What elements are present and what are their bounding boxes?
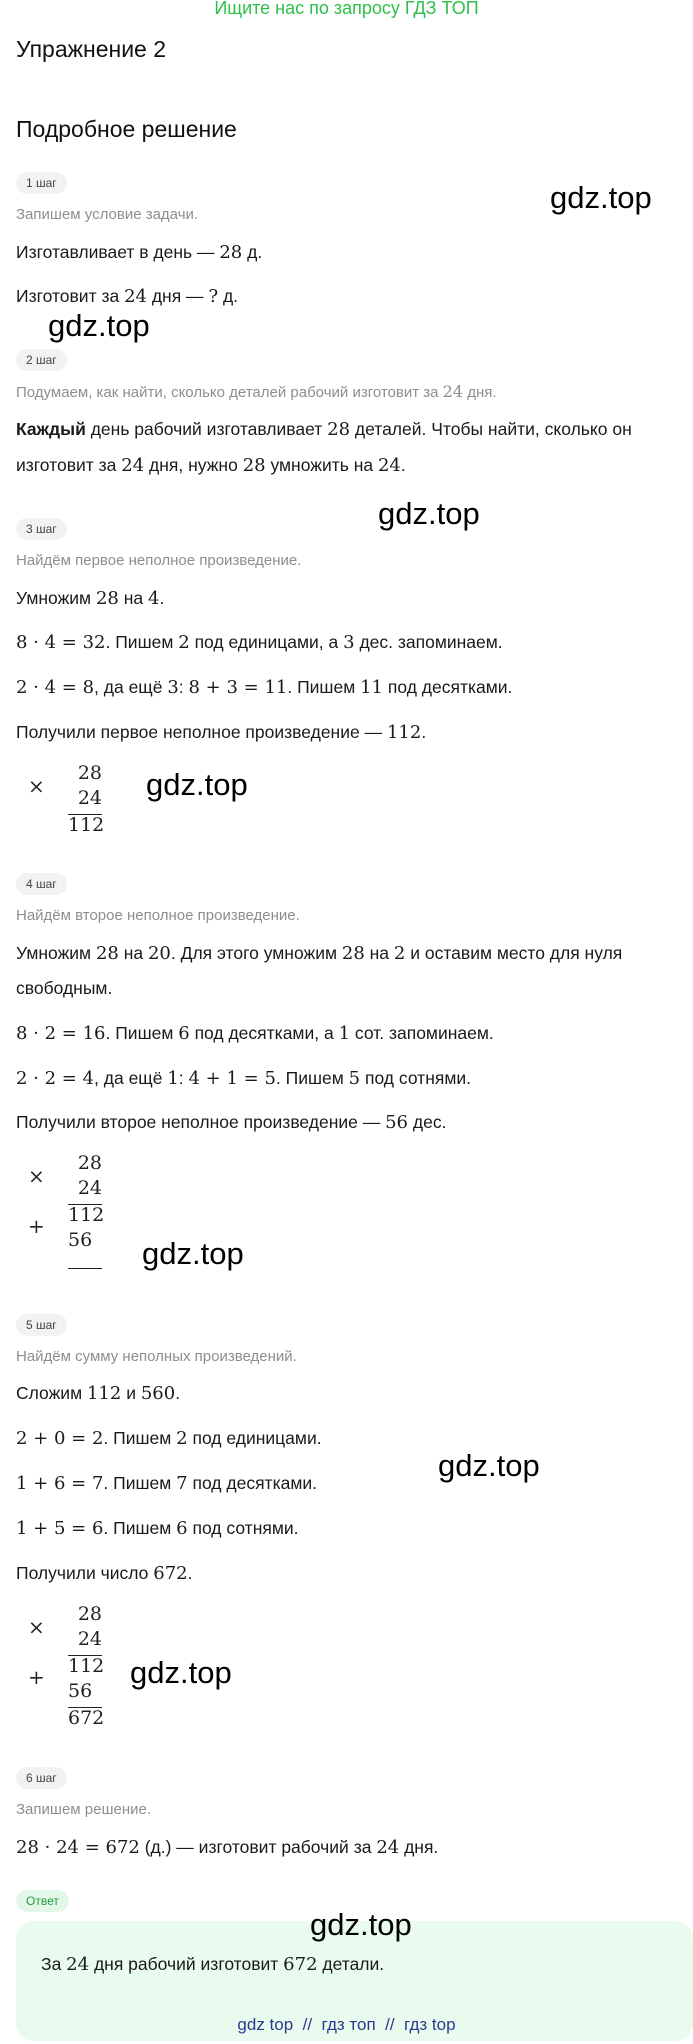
step-5-line-4: 1 + 5 = 6. Пишем 6 под сотнями. [16,1518,299,1539]
step-5-badge: 5 шаг [16,1314,67,1336]
column-row: 672 [68,1707,105,1729]
step-1-line-1: Изготавливает в день — 28 д. [16,242,263,263]
multiply-sign: × [28,1164,45,1188]
step-4-line-1b: свободным. [16,978,113,998]
column-multiplication-1 [28,762,108,842]
watermark: gdz.top [146,767,248,802]
column-multiplication-3 [28,1603,108,1733]
step-4-hint: Найдём второе неполное произведение. [16,907,300,924]
watermark: gdz.top [438,1448,540,1483]
step-5-line-5: Получили число 672. [16,1563,193,1584]
answer-text: За 24 дня рабочий изготовит 672 детали. [41,1954,385,1975]
plus-sign: + [28,1214,45,1238]
column-row: 112 [68,1655,105,1677]
footer-link[interactable]: gdz top [237,2015,294,2034]
step-6-line-1: 28 · 24 = 672 (д.) — изготовит рабочий за 24 дня. [16,1837,439,1858]
column-row: 24 [77,1628,102,1650]
step-4-line-1: Умножим 28 на 20. Для этого умножим 28 на 2 и оставим место для нуля [16,943,623,964]
watermark: gdz.top [48,308,150,343]
step-5-line-1: Сложим 112 и 560. [16,1383,181,1404]
step-3-line-2: 8 · 4 = 32. Пишем 2 под единицами, а 3 дес. запоминаем. [16,632,503,653]
column-row: 24 [77,787,102,809]
page-title: Упражнение 2 [16,36,167,62]
column-row: 28 [77,1603,102,1625]
column-row: 112 [68,814,105,836]
step-4-badge: 4 шаг [16,873,67,895]
step-3-badge: 3 шаг [16,518,67,540]
multiply-sign: × [28,1615,45,1639]
column-row: 56 [68,1229,93,1251]
watermark: gdz.top [378,496,480,531]
watermark: gdz.top [310,1907,412,1942]
footer-link[interactable]: гдз топ [321,2015,376,2034]
step-2-hint: Подумаем, как найти, сколько деталей рабочий изготовит за 24 дня. [16,382,497,401]
column-row: 28 [77,762,102,784]
column-row: 28 [77,1152,102,1174]
watermark: gdz.top [142,1236,244,1271]
footer-separator: // [302,2015,313,2034]
step-4-line-3: 2 · 2 = 4, да ещё 1: 4 + 1 = 5. Пишем 5 под сотнями. [16,1068,472,1089]
step-5-hint: Найдём сумму неполных произведений. [16,1348,297,1365]
step-6-hint: Запишем решение. [16,1801,151,1818]
step-1-hint: Запишем условие задачи. [16,206,199,223]
column-divider [68,1268,102,1269]
column-row: 56 [68,1680,93,1702]
top-search-link[interactable]: Ищите нас по запросу ГДЗ ТОП [214,0,479,18]
watermark: gdz.top [130,1655,232,1690]
step-2-badge: 2 шаг [16,349,67,371]
footer-link[interactable]: гдз top [404,2015,456,2034]
step-2-para-line-2: изготовит за 24 дня, нужно 28 умножить на 24. [16,455,406,476]
plus-sign: + [28,1665,45,1689]
step-3-line-1: Умножим 28 на 4. [16,588,165,609]
footer-links [0,2015,693,2035]
step-3-line-4: Получили первое неполное произведение — 112. [16,722,427,743]
step-4-line-4: Получили второе неполное произведение — 56 дес. [16,1112,447,1133]
step-1-badge: 1 шаг [16,172,67,194]
step-3-hint: Найдём первое неполное произведение. [16,552,302,569]
step-6-badge: 6 шаг [16,1767,67,1789]
column-row: 112 [68,1204,105,1226]
multiply-sign: × [28,774,45,798]
column-multiplication-2 [28,1152,108,1272]
column-row: 24 [77,1177,102,1199]
step-1-line-2: Изготовит за 24 дня — ? д. [16,286,239,307]
step-5-line-2: 2 + 0 = 2. Пишем 2 под единицами. [16,1428,322,1449]
step-2-para-line-1: Каждый день рабочий изготавливает 28 деталей. Чтобы найти, сколько он [16,419,632,440]
footer-separator: // [385,2015,395,2034]
step-5-line-3: 1 + 6 = 7. Пишем 7 под десятками. [16,1473,318,1494]
step-3-line-3: 2 · 4 = 8, да ещё 3: 8 + 3 = 11. Пишем 11 под десятками. [16,677,513,698]
section-heading: Подробное решение [16,116,237,142]
step-4-line-2: 8 · 2 = 16. Пишем 6 под десятками, а 1 сот. запоминаем. [16,1023,494,1044]
answer-badge: Ответ [16,1890,69,1912]
watermark: gdz.top [550,180,652,215]
